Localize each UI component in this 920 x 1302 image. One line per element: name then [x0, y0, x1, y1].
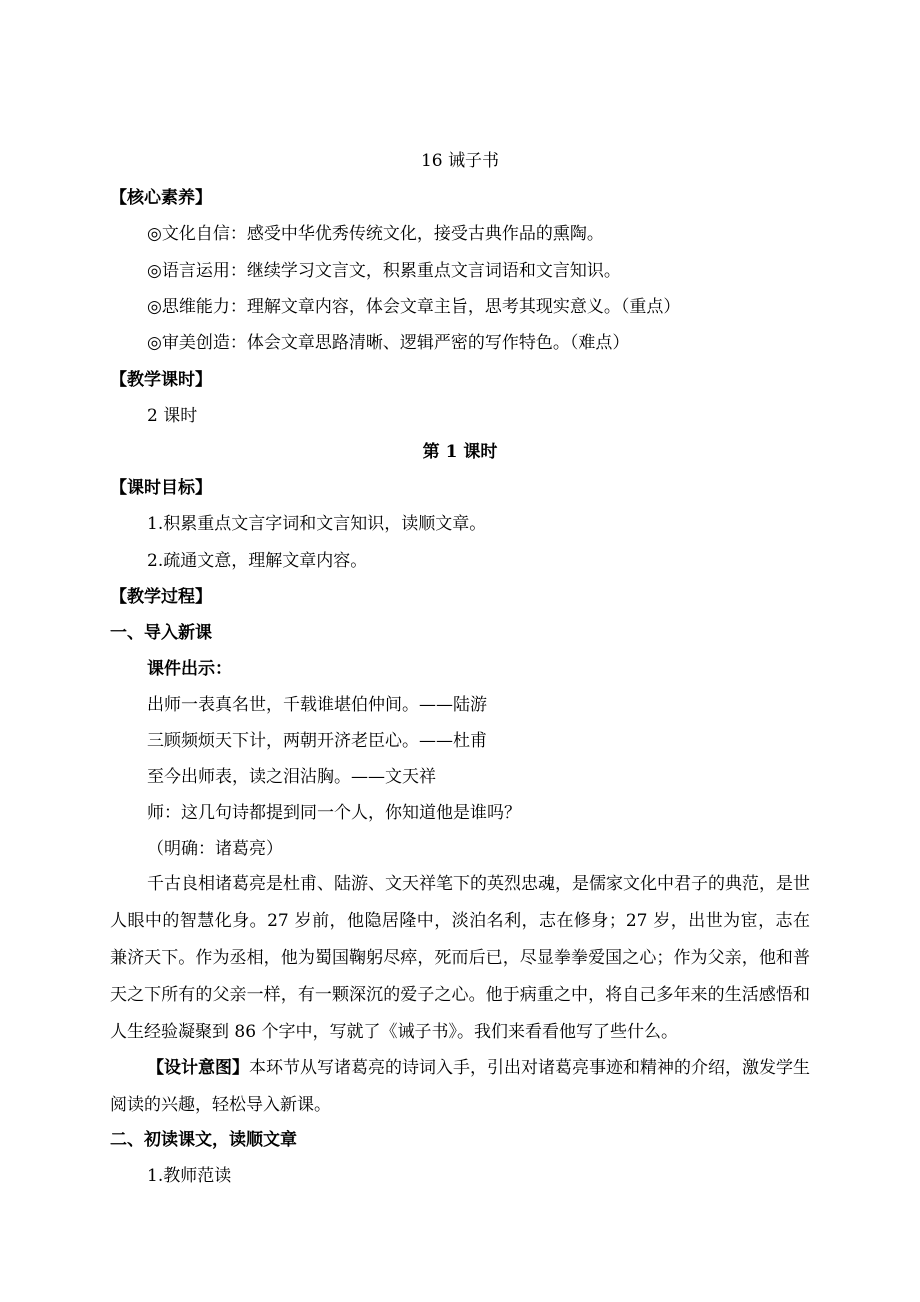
step-item: 1.教师范读	[147, 1166, 232, 1186]
literacy-item: ◎语言运用：继续学习文言文，积累重点文言词语和文言知识。	[147, 261, 621, 281]
design-intent-label: 【设计意图】	[147, 1058, 249, 1078]
literacy-item: ◎文化自信：感受中华优秀传统文化，接受古典作品的熏陶。	[147, 224, 604, 244]
literacy-item: ◎审美创造：体会文章思路清晰、逻辑严密的写作特色。（难点）	[147, 333, 630, 353]
poem-line: 出师一表真名世，千载谁堪伯仲间。——陆游	[147, 695, 487, 715]
section-lesson-goals: 【课时目标】	[110, 478, 212, 498]
design-intent-paragraph	[110, 1050, 810, 1124]
poem-line: 三顾频烦天下计，两朝开济老臣心。——杜甫	[147, 731, 487, 751]
part2-heading: 二、初读课文，读顺文章	[110, 1130, 297, 1150]
answer-note: （明确：诸葛亮）	[147, 839, 283, 859]
goal-item: 1.积累重点文言字词和文言知识，读顺文章。	[147, 514, 487, 534]
teacher-question: 师：这几句诗都提到同一个人，你知道他是谁吗？	[147, 803, 521, 823]
intro-paragraph: 千古良相诸葛亮是杜甫、陆游、文天祥笔下的英烈忠魂，是儒家文化中君子的典范，是世人眼中的智慧化身。27 岁前，他隐居隆中，淡泊名利，志在修身；27 岁，出世为宦，志在兼济天下。作为丞相，他为蜀国鞠躬尽瘁，死而后已，尽显拳拳爱国之心；作为父亲，他和普天之下所有的父亲一样，有一颗深沉的爱子之心。他于病重之中，将自己多年来的生活感悟和人生经验凝聚到 86 个字中，写就了《诫子书》。我们来看看他写了些什么。	[110, 874, 810, 1042]
section-lesson-time: 【教学课时】	[110, 370, 212, 390]
part1-heading: 一、导入新课	[110, 623, 212, 643]
goal-item: 2.疏通文意，理解文章内容。	[147, 551, 368, 571]
design-intent-text: 本环节从写诸葛亮的诗词入手，引出对诸葛亮事迹和精神的介绍，激发学生阅读的兴趣，轻松导入新课。	[110, 1058, 810, 1115]
lesson-count: 2 课时	[147, 406, 198, 426]
section-teaching-process: 【教学过程】	[110, 587, 212, 607]
page-title: 16 诫子书	[420, 151, 500, 171]
courseware-label: 课件出示：	[147, 659, 232, 679]
literacy-item: ◎思维能力：理解文章内容，体会文章主旨，思考其现实意义。（重点）	[147, 297, 681, 317]
section-core-literacy: 【核心素养】	[110, 188, 212, 208]
period-title: 第 1 课时	[422, 442, 498, 462]
poem-line: 至今出师表，读之泪沾胸。——文天祥	[147, 767, 436, 787]
